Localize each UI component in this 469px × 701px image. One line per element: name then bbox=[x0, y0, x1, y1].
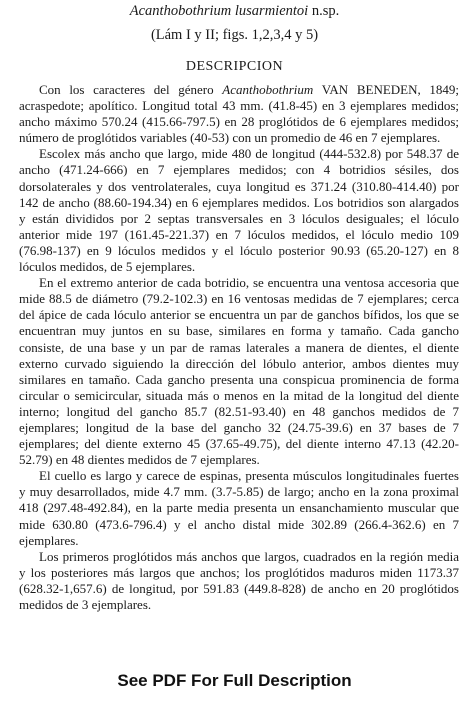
paragraph-neck: El cuello es largo y carece de espinas, presenta músculos longitudinales fuertes y muy desarrollados, mide 4.7 mm. (3.7-5.85) de largo; ancho en la zona proximal 418 (297.48-492.84), en la parte media presenta un ensanchamiento muscular que mide 630.80 (473.6-796.4) y el ancho distal mide 302.89 (266.4-362.6) en 7 ejemplares. bbox=[19, 468, 459, 548]
genus-name: Acanthobothrium bbox=[222, 82, 314, 97]
species-name: Acanthobothrium lusarmientoi bbox=[129, 3, 309, 19]
paragraph-scolex: Escolex más ancho que largo, mide 480 de longitud (444-532.8) por 548.37 de ancho (471.24-666) en 7 ejemplares medidos; con 4 botridios sésiles, dos dorsolaterales y dos ventrolaterales, cuya longitud es 371.24 (310.80-414.40) por 142 de ancho (88.60-194.34) en 6 ejemplares medidos. Los botridios son alargados y están divididos por 2 septas transversales en 3 lóculos desiguales; el lóculo anterior mide 197 (161.45-221.37) en 7 lóculos medidos, el lóculo medio 109 (76.98-137) en 9 lóculos medidos y el lóculo posterior 90.93 (65.20-127) en 8 lóculos medidos, de 5 ejemplares. bbox=[19, 146, 459, 275]
section-heading: DESCRIPCION bbox=[185, 59, 284, 74]
species-suffix: n.sp. bbox=[311, 3, 340, 19]
paragraph-hooks: En el extremo anterior de cada botridio, se encuentra una ventosa accesoria que mide 88.5 de diámetro (79.2-102.3) en 16 ventosas medidas de 7 ejemplares; cerca del ápice de cada lóculo anterior se encuentra un par de ganchos bífidos, los que se encuentran muy juntos en su base, similares en forma y tamaño. Cada gancho consiste, de una base y un par de ramas laterales a manera de dientes, el diente externo curvado siguiendo la dirección del lóbulo anterior, ambos dientes muy similares en tamaño. Cada gancho presenta una conspicua prominencia de forma circular o semicircular, situada más o menos en la mitad de la longitud del diente interno; longitud del gancho 85.7 (82.51-93.40) en 48 ganchos medidos de 7 ejemplares; longitud de la base del gancho 32 (24.75-39.6) en 37 bases de 7 ejemplares; del diente externo 45 (37.65-49.75), del diente interno 47.13 (42.20-52.79) en 48 dientes medidos de 7 ejemplares. bbox=[19, 275, 459, 468]
full-description-notice: See PDF For Full Description bbox=[117, 671, 352, 690]
description-body bbox=[19, 82, 459, 613]
paragraph-general: Con los caracteres del género Acanthobothrium VAN BENEDEN, 1849; acraspedote; apolítico. Longitud total 43 mm. (41.8-45) en 3 ejemplares medidos; ancho máximo 570.24 (415.66-797.5) en 28 proglótidos de 6 ejemplares medidos; número de proglótidos variables (40-53) con un promedio de 46 en 7 ejemplares. bbox=[19, 82, 459, 146]
paragraph-proglottids: Los primeros proglótidos más anchos que largos, cuadrados en la región media y los posteriores más largos que anchos; los proglótidos maduros miden 1173.37 (628.32-1,657.6) de longitud, por 591.83 (449.8-828) de ancho en 20 proglótidos medidos de 3 ejemplares. bbox=[19, 548, 459, 612]
figure-reference: (Lám I y II; figs. 1,2,3,4 y 5) bbox=[150, 27, 319, 43]
species-title bbox=[0, 2, 469, 20]
